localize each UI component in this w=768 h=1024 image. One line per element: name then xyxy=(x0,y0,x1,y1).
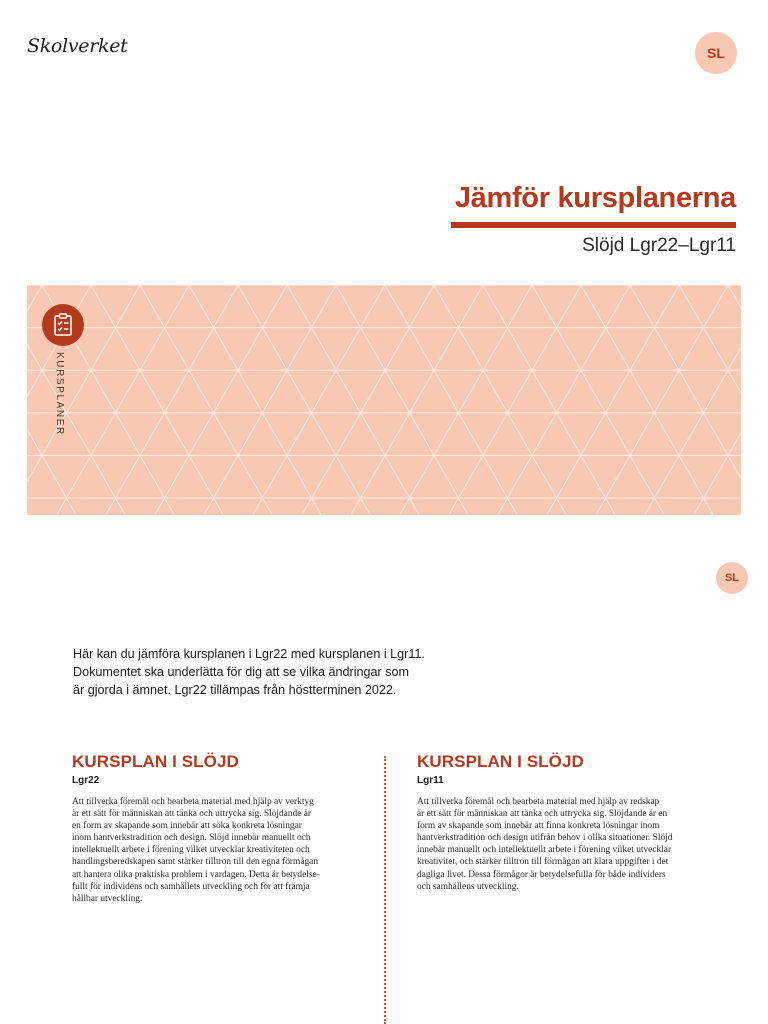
body-line: inom hantverkstradition och design. Slöjd innebär manuellt och xyxy=(72,833,311,844)
pattern-line xyxy=(679,285,741,515)
triangle-pattern xyxy=(27,285,741,515)
pattern-line xyxy=(351,285,483,515)
pattern-line xyxy=(91,285,223,515)
column-body xyxy=(72,796,352,905)
pattern-line xyxy=(336,285,468,515)
pattern-line xyxy=(253,285,385,515)
body-line: att hantera olika praktiska problem i vardagen. Detta är betydelse- xyxy=(72,869,320,880)
pattern-line xyxy=(385,285,517,515)
pattern-line xyxy=(547,285,679,515)
pattern-line xyxy=(238,285,370,515)
column-divider xyxy=(384,756,386,1024)
pattern-line xyxy=(400,285,532,515)
pattern-line xyxy=(498,285,630,515)
pattern-line xyxy=(581,285,713,515)
column-heading: KURSPLAN I SLÖJD xyxy=(417,752,584,771)
column-lgr11 xyxy=(417,752,697,893)
skolverket-logo: Skolverket xyxy=(27,35,128,57)
body-line: dagliga livet. Dessa förmågor är betydelsefulla för både individers xyxy=(417,869,666,880)
pattern-line xyxy=(532,285,664,515)
page-subtitle: Slöjd Lgr22–Lgr11 xyxy=(582,235,736,256)
pattern-line xyxy=(106,285,238,515)
section-subject-badge: SL xyxy=(716,562,748,594)
pattern-line xyxy=(140,285,272,515)
pattern-line xyxy=(483,285,615,515)
pattern-line xyxy=(155,285,287,515)
column-body xyxy=(417,796,697,893)
pattern-line xyxy=(728,285,741,515)
body-line: intellektuellt arbete i förening vilket utvecklar kreativiteten och xyxy=(72,845,310,856)
subject-badge: SL xyxy=(695,32,737,74)
body-line: handlingsberedskapen samt stärker tilltron till den egna förmågan xyxy=(72,857,319,868)
body-line: Att tillverka föremål och bearbeta material med hjälp av verktyg xyxy=(72,797,314,807)
curriculum-code: Lgr22 xyxy=(72,775,100,786)
pattern-line xyxy=(189,285,321,515)
body-line: Att tillverka föremål och bearbeta material med hjälp av redskap xyxy=(417,797,660,807)
body-line: är ett sätt för människan att tänka och uttrycka sig. Slöjdande är xyxy=(72,809,311,820)
intro-line: är gjorda i ämnet. Lgr22 tillämpas från höstterminen 2022. xyxy=(73,683,397,697)
column-lgr22 xyxy=(72,752,352,905)
body-line: en form av skapande som innebär att söka konkreta lösningar xyxy=(72,821,302,832)
body-line: och samhällens utveckling. xyxy=(417,881,519,892)
page-title: Jämför kursplanerna xyxy=(454,182,736,214)
column-heading: KURSPLAN I SLÖJD xyxy=(72,752,239,771)
pattern-line xyxy=(204,285,336,515)
body-line: hållbar utveckling. xyxy=(72,893,143,904)
body-line: kreativitet, och stärker tilltron till förmågan att klara uppgifter i det xyxy=(417,857,669,868)
pattern-line xyxy=(596,285,728,515)
body-line: fullt för individens och samhällets utveckling och för att främja xyxy=(72,881,310,892)
clipboard-checklist-icon xyxy=(42,304,84,346)
body-line: form av skapande som innebär att finna konkreta lösningar inom xyxy=(417,821,660,832)
title-underline xyxy=(451,222,736,228)
pattern-banner xyxy=(27,285,741,515)
clipboard-checklist-icon-glyph xyxy=(52,313,74,337)
body-line: innebär manuellt och intellektuellt arbete i förening vilket utvecklar xyxy=(417,845,672,856)
pattern-line xyxy=(694,285,741,515)
intro-line: Här kan du jämföra kursplanen i Lgr22 med kursplanen i Lgr11. xyxy=(73,647,425,661)
body-line: hantverkstradition och design utifrån behov i olika situationer. Slöjd xyxy=(417,833,673,844)
pattern-line xyxy=(27,285,42,515)
pattern-line xyxy=(302,285,434,515)
intro-paragraph xyxy=(73,645,453,699)
pattern-line xyxy=(287,285,419,515)
intro-line: Dokumentet ska underlätta för dig att se vilka ändringar som xyxy=(73,665,410,679)
body-line: är ett sätt för människan att tänka och uttrycka sig. Slöjdande är en xyxy=(417,809,668,820)
kursplaner-vertical-label: KURSPLANER xyxy=(54,352,65,436)
curriculum-code: Lgr11 xyxy=(417,775,444,786)
pattern-line xyxy=(449,285,581,515)
pattern-line xyxy=(434,285,566,515)
